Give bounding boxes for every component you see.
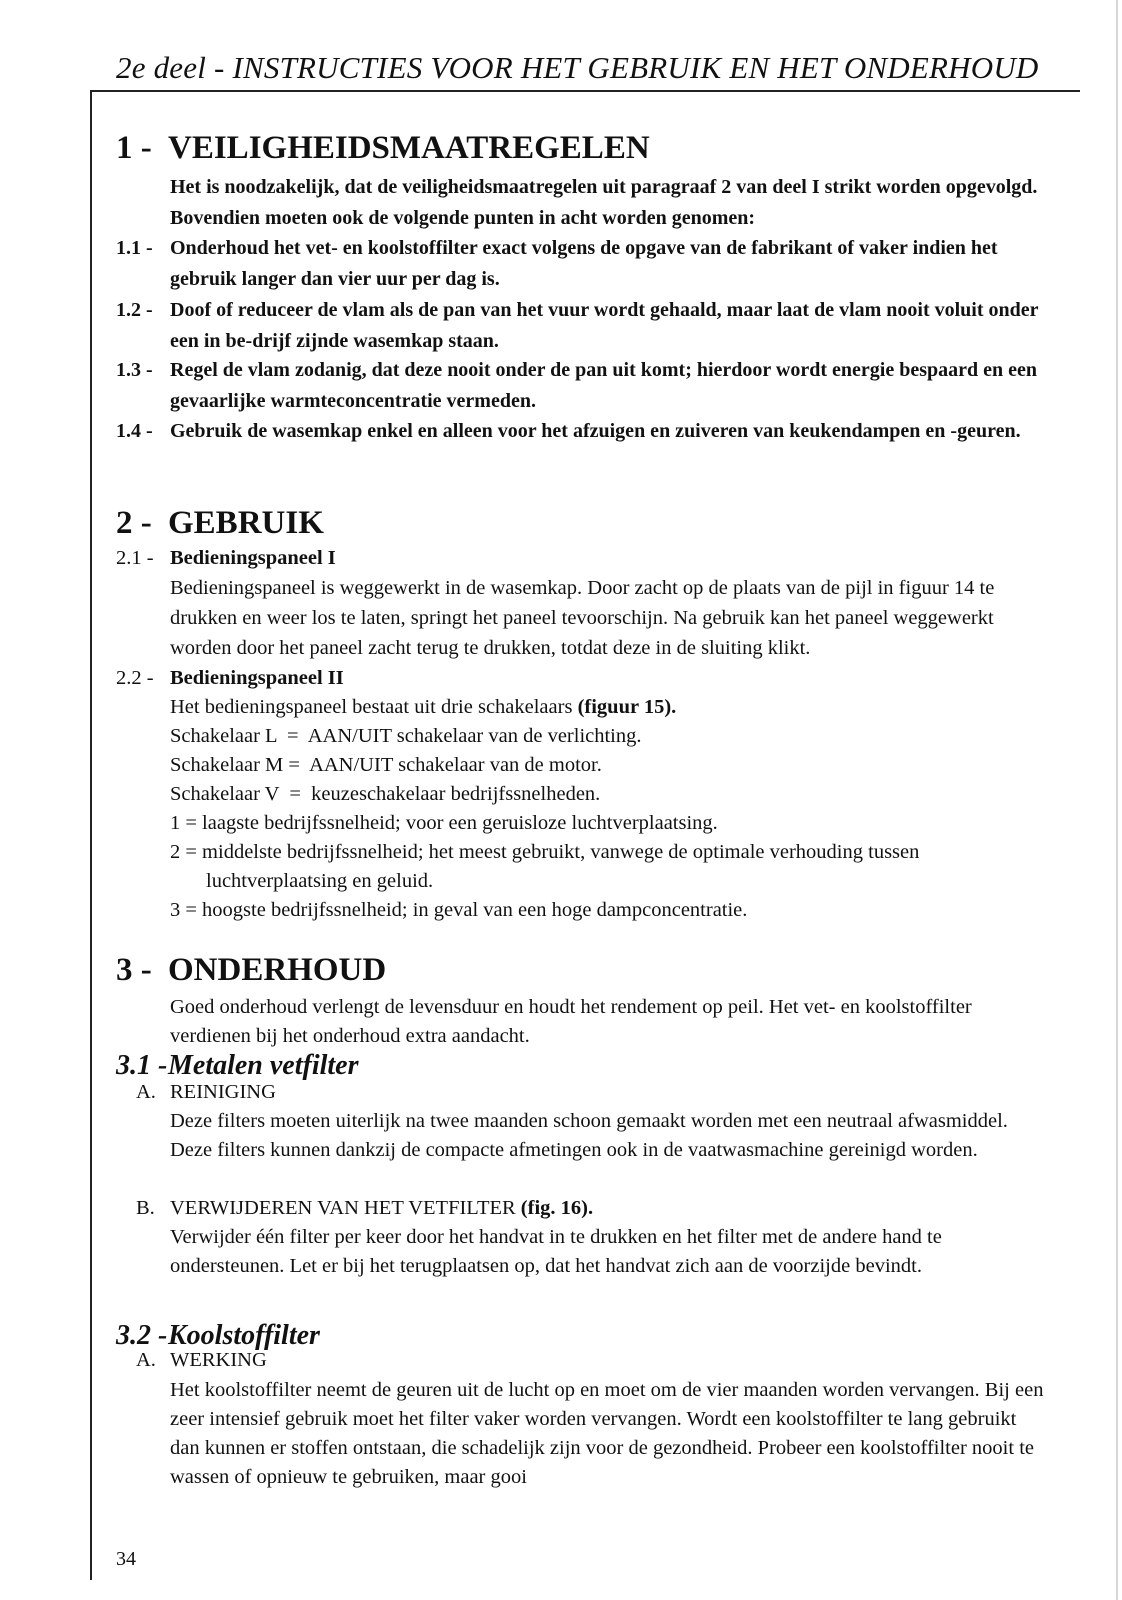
section-3-heading: [116, 952, 386, 989]
section-number: 1 -: [116, 130, 152, 166]
step-heading: [136, 1346, 267, 1375]
subsection-title: Koolstoffilter: [168, 1320, 320, 1351]
subsection-number: 3.2 -: [116, 1320, 168, 1351]
section-2-heading: [116, 505, 324, 542]
subsection-label: 2.2 -: [116, 667, 154, 689]
step-label: A.: [136, 1349, 156, 1371]
subsection-title: Bedieningspaneel II: [170, 667, 344, 689]
step-label: B.: [136, 1197, 155, 1219]
step-text: Verwijder één filter per keer door het handvat in te drukken en het filter met de andere hand te ondersteunen. Let er bij het terugplaatsen op, dat het handvat zich aan de voorzijde bevindt.: [170, 1226, 942, 1277]
subsection-2-2: [116, 664, 1056, 693]
section-1-intro: Het is noodzakelijk, dat de veiligheidsmaatregelen uit paragraaf 2 van deel I strikt worden opgevolgd. Bovendien moeten ook de volgende punten in acht worden genomen:: [170, 176, 1038, 229]
list-item: [116, 416, 1056, 447]
list-item: [116, 295, 1056, 356]
switch-line: Schakelaar M = AAN/UIT schakelaar van de motor.: [170, 754, 602, 776]
step-title: REINIGING: [170, 1081, 276, 1103]
step-title: VERWIJDEREN VAN HET VETFILTER: [170, 1197, 516, 1219]
speed-text-continued: luchtverplaatsing en geluid.: [206, 870, 434, 892]
item-label: 1.1 -: [116, 237, 153, 259]
step-text: Deze filters moeten uiterlijk na twee maanden schoon gemaakt worden met een neutraal afwasmiddel. Deze filters kunnen dankzij de compacte afmetingen ook in de vaatwasmachine gereinigd worden.: [170, 1110, 1008, 1161]
header-rule: [90, 90, 1080, 92]
speed-line: [170, 809, 1050, 838]
section-number: 3 -: [116, 952, 152, 988]
speed-text: 2 = middelste bedrijfssnelheid; het meest gebruikt, vanwege de optimale verhouding tussen: [170, 841, 920, 863]
step-heading: [136, 1194, 593, 1223]
item-label: 1.4 -: [116, 420, 153, 442]
section-title: ONDERHOUD: [168, 952, 387, 988]
subsection-2-1: [116, 544, 1056, 573]
subsection-title: Bedieningspaneel I: [170, 547, 336, 569]
item-label: 1.2 -: [116, 299, 153, 321]
speed-line: [170, 896, 1050, 925]
section-number: 2 -: [116, 505, 152, 541]
figure-reference: (figuur 15).: [577, 696, 677, 718]
list-item: [116, 233, 1056, 294]
switch-line: Schakelaar V = keuzeschakelaar bedrijfssnelheden.: [170, 783, 601, 805]
step-heading: [136, 1078, 276, 1107]
margin-rule: [90, 90, 92, 1580]
switch-intro-text: Het bedieningspaneel bestaat uit drie schakelaars: [170, 696, 573, 718]
item-text: Doof of reduceer de vlam als de pan van het vuur wordt gehaald, maar laat de vlam nooit voluit onder een in be-drijf zijnde wasemkap staan.: [170, 299, 1039, 352]
list-item: [116, 355, 1056, 416]
item-text: Onderhoud het vet- en koolstoffilter exact volgens de opgave van de fabrikant of vaker indien het gebruik langer dan vier uur per dag is.: [170, 237, 998, 290]
speed-line: [170, 838, 1050, 896]
switch-line: Schakelaar L = AAN/UIT schakelaar van de verlichting.: [170, 725, 642, 747]
section-title: VEILIGHEIDSMAATREGELEN: [168, 130, 650, 166]
subsection-number: 3.1 -: [116, 1050, 168, 1081]
figure-reference: (fig. 16).: [520, 1197, 594, 1219]
speed-text: 3 = hoogste bedrijfssnelheid; in geval van een hoge dampconcentratie.: [170, 899, 748, 921]
page-number: 34: [116, 1548, 136, 1570]
switch-intro: [170, 693, 676, 722]
section-3-intro: Goed onderhoud verlengt de levensduur en houdt het rendement op peil. Het vet- en koolstoffilter verdienen bij het onderhoud extra aandacht.: [170, 996, 972, 1047]
subsection-label: 2.1 -: [116, 547, 154, 569]
item-label: 1.3 -: [116, 359, 153, 381]
item-text: Gebruik de wasemkap enkel en alleen voor het afzuigen en zuiveren van keukendampen en -geuren.: [170, 420, 1021, 442]
page-header: 2e deel - INSTRUCTIES VOOR HET GEBRUIK EN HET ONDERHOUD: [116, 50, 1039, 85]
step-title: WERKING: [170, 1349, 267, 1371]
step-text: Het koolstoffilter neemt de geuren uit de lucht op en moet om de vier maanden worden vervangen. Bij een zeer intensief gebruik moet het filter vaker worden vervangen. Wordt een koolstoffilter te lang gebruikt dan kunnen er stoffen ontstaan, die schadelijk zijn voor de gezondheid. Probeer een koolstoffilter nooit te wassen of opnieuw te gebruiken, maar gooi: [170, 1379, 1044, 1488]
subsection-title: Metalen vetfilter: [168, 1050, 359, 1081]
item-text: Regel de vlam zodanig, dat deze nooit onder de pan uit komt; hierdoor wordt energie bespaard en een gevaarlijke warmteconcentratie vermeden.: [170, 359, 1038, 412]
section-1-heading: [116, 130, 650, 167]
subsection-2-1-text: Bedieningspaneel is weggewerkt in de wasemkap. Door zacht op de plaats van de pijl in figuur 14 te drukken en weer los te laten, springt het paneel tevoorschijn. Na gebruik kan het paneel weggewerkt worden door het paneel zacht terug te drukken, totdat deze in de sluiting klikt.: [170, 577, 995, 659]
speed-text: 1 = laagste bedrijfssnelheid; voor een geruisloze luchtverplaatsing.: [170, 812, 718, 834]
scan-edge: [1116, 0, 1118, 1600]
step-label: A.: [136, 1081, 156, 1103]
section-title: GEBRUIK: [168, 505, 324, 541]
